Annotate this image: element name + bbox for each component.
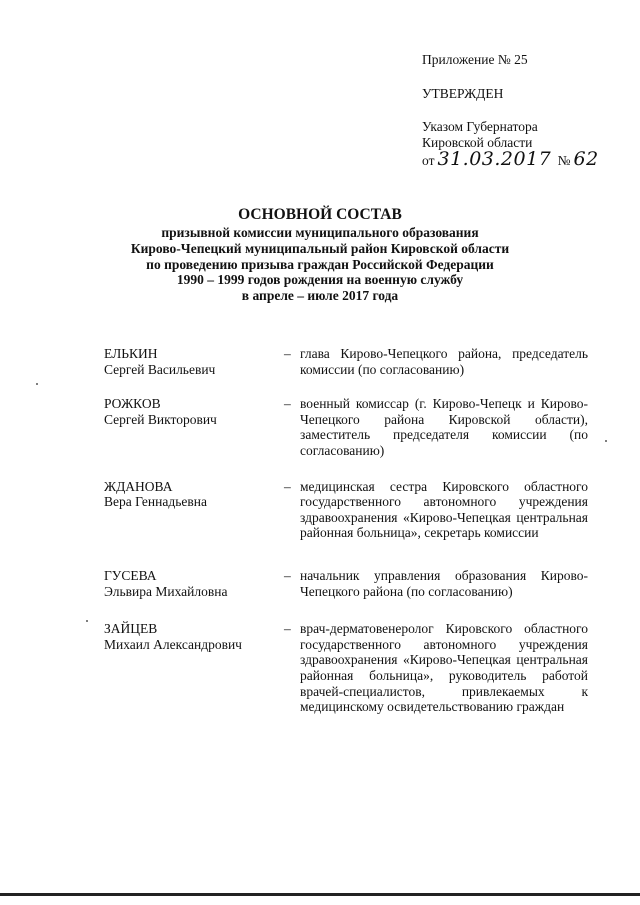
heading-line: в апреле – июле 2017 года <box>241 288 399 304</box>
number-prefix: № <box>557 153 571 168</box>
scan-speck <box>36 383 38 385</box>
heading-line: Кирово-Чепецкий муниципальный район Кировской области <box>130 240 510 256</box>
member-surname: ЕЛЬКИН <box>104 346 158 361</box>
approved-label: УТВЕРЖДЕН <box>422 86 504 101</box>
member-name <box>104 479 284 510</box>
member-given-names: Сергей Васильевич <box>104 361 216 377</box>
member-role: военный комиссар (г. Кирово-Чепецк и Кирово-Чепецкого района Кировской области), заместитель председателя комиссии (по согласованию) <box>300 396 588 458</box>
member-surname: РОЖКОВ <box>104 396 161 412</box>
member-entry <box>104 568 588 599</box>
dash-separator: – <box>284 621 291 637</box>
decree-line-2: Кировской области <box>422 135 533 150</box>
dash-separator: – <box>284 396 291 412</box>
handwritten-date: 31.03.2017 <box>437 148 552 170</box>
approval-stamp <box>422 52 622 169</box>
member-entry <box>104 479 588 541</box>
member-surname: ГУСЕВА <box>104 567 157 583</box>
decree-date-line <box>422 148 622 170</box>
member-role: медицинская сестра Кировского областного государственного автономного учреждения здравоохранения «Кирово-Чепецкая центральная районная больница», секретарь комиссии <box>300 478 588 541</box>
scan-speck <box>86 620 88 622</box>
commission-members-list <box>104 346 588 715</box>
scan-edge-line <box>0 893 640 896</box>
dash-separator: – <box>284 478 291 494</box>
dash-separator: – <box>284 567 291 583</box>
member-entry <box>104 346 588 377</box>
member-entry <box>104 396 588 458</box>
heading-line: призывной комиссии муниципального образования <box>161 225 479 240</box>
member-surname: ЗАЙЦЕВ <box>104 621 158 637</box>
member-role: врач-дерматовенеролог Кировского областного государственного автономного учреждения здравоохранения «Кирово-Чепецкая центральная районная больница», руководитель работой врачей-специалистов, привлекаемых к медицинскому освидетельствованию граждан <box>300 621 588 715</box>
member-given-names: Эльвира Михайловна <box>104 583 228 599</box>
member-role: начальник управления образования Кирово-Чепецкого района (по согласованию) <box>300 567 588 599</box>
scan-speck <box>605 440 607 442</box>
member-given-names: Вера Геннадьевна <box>104 494 207 510</box>
appendix-number: Приложение № 25 <box>422 52 528 67</box>
member-entry <box>104 621 588 715</box>
handwritten-number: 62 <box>573 148 599 170</box>
member-role: глава Кирово-Чепецкого района, председатель комиссии (по согласованию) <box>300 346 588 377</box>
heading-line: по проведению призыва граждан Российской Федерации <box>146 256 494 272</box>
member-name <box>104 396 284 427</box>
date-prefix: от <box>422 153 435 168</box>
member-surname: ЖДАНОВА <box>104 478 173 494</box>
member-name <box>104 346 284 377</box>
heading-line: 1990 – 1999 годов рождения на военную службу <box>176 272 464 288</box>
document-heading <box>100 206 540 304</box>
member-given-names: Сергей Викторович <box>104 411 217 427</box>
document-title: ОСНОВНОЙ СОСТАВ <box>238 206 402 223</box>
member-given-names: Михаил Александрович <box>104 636 242 652</box>
dash-separator: – <box>284 346 291 361</box>
member-name <box>104 621 284 652</box>
decree-line-1: Указом Губернатора <box>422 119 538 134</box>
member-name <box>104 568 284 599</box>
